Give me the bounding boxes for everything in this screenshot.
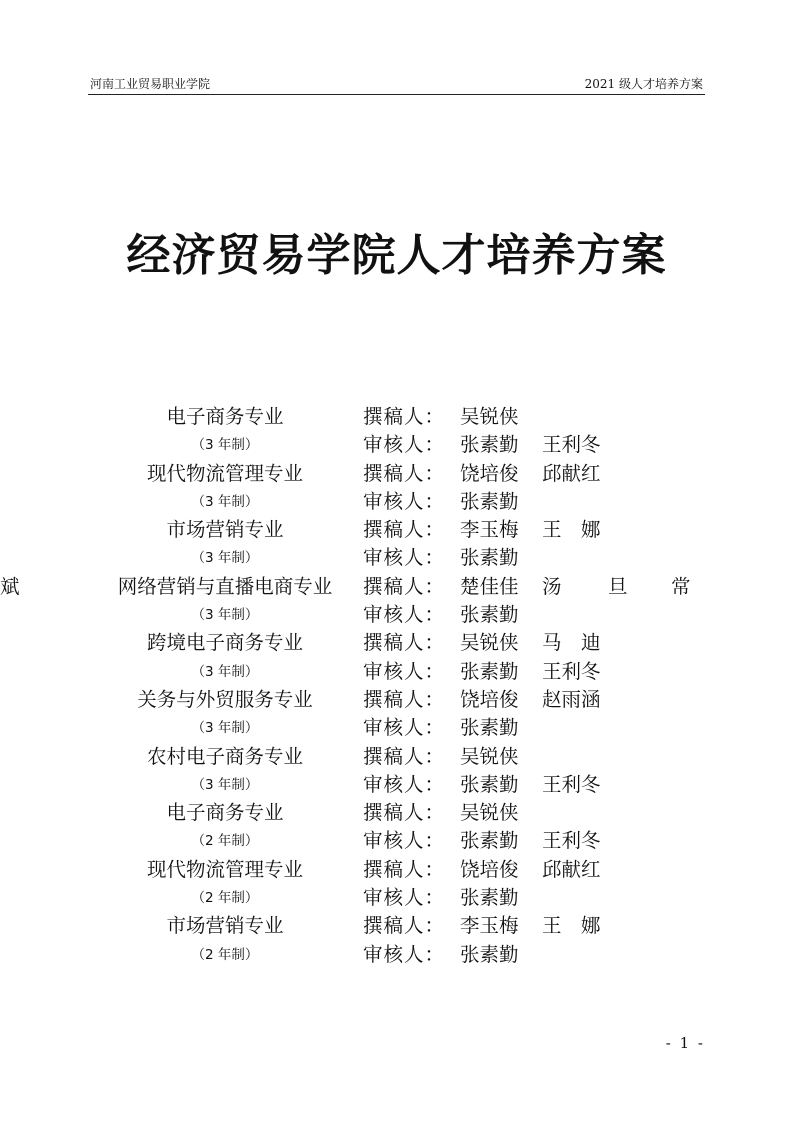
- role-label: 审核人：: [363, 659, 446, 683]
- program-duration: （2 年制）: [191, 946, 259, 963]
- credit-row: [0, 629, 793, 657]
- person-name: 张素勤: [460, 716, 519, 740]
- role-label: 撰稿人：: [363, 687, 446, 711]
- credit-row: [0, 658, 793, 686]
- credit-row: [0, 601, 793, 629]
- person-name: 吴锐侠: [460, 801, 519, 825]
- program-duration: （3 年制）: [191, 493, 259, 510]
- role-label: 审核人：: [363, 942, 446, 966]
- credit-row: [0, 714, 793, 742]
- major-name: 电子商务专业: [166, 405, 284, 428]
- person-name: 王利冬: [542, 829, 601, 853]
- credit-row: [0, 516, 793, 544]
- major-name: 网络营销与直播电商专业: [117, 574, 333, 598]
- document-title: 经济贸易学院人才培养方案: [126, 230, 667, 281]
- credit-row: [0, 686, 793, 714]
- person-name: 李玉梅: [460, 518, 519, 542]
- person-name: 张素勤: [460, 433, 519, 457]
- major-name: 电子商务专业: [166, 801, 284, 825]
- credit-row: [0, 544, 793, 572]
- role-label: 审核人：: [363, 433, 446, 457]
- program-duration: （2 年制）: [191, 833, 259, 850]
- credit-row: [0, 827, 793, 855]
- credits-list: [0, 403, 793, 969]
- person-name: 饶培俊: [460, 461, 519, 485]
- program-duration: （3 年制）: [191, 720, 259, 737]
- person-name: 汤: [542, 574, 562, 598]
- credit-row: [0, 573, 793, 601]
- program-duration: （3 年制）: [191, 607, 259, 624]
- person-name: 王利冬: [542, 659, 601, 683]
- role-label: 撰稿人：: [363, 857, 446, 881]
- credit-row: [0, 431, 793, 459]
- role-label: 审核人：: [363, 603, 446, 627]
- credit-row: [0, 799, 793, 827]
- role-label: 审核人：: [363, 829, 446, 853]
- credit-row: [0, 912, 793, 940]
- person-name: 张素勤: [460, 772, 519, 796]
- role-label: 审核人：: [363, 716, 446, 740]
- person-name: 旦: [608, 574, 628, 598]
- person-name: 王 娜: [542, 518, 601, 542]
- role-label: 撰稿人：: [363, 461, 446, 485]
- major-name: 市场营销专业: [166, 518, 284, 542]
- role-label: 撰稿人：: [363, 405, 446, 428]
- role-label: 审核人：: [363, 489, 446, 513]
- major-name: 现代物流管理专业: [146, 461, 303, 485]
- credit-row: [0, 941, 793, 969]
- role-label: 撰稿人：: [363, 744, 446, 768]
- credit-row: [0, 460, 793, 488]
- header-document-name: 2021 级人才培养方案: [584, 77, 703, 91]
- person-name: 斌: [0, 574, 20, 598]
- major-name: 市场营销专业: [166, 914, 284, 938]
- credit-row: [0, 771, 793, 799]
- program-duration: （3 年制）: [191, 550, 259, 567]
- role-label: 撰稿人：: [363, 574, 446, 598]
- role-label: 撰稿人：: [363, 631, 446, 655]
- person-name: 吴锐侠: [460, 405, 519, 428]
- person-name: 王利冬: [542, 433, 601, 457]
- person-name: 马 迪: [542, 631, 601, 655]
- major-name: 农村电子商务专业: [146, 744, 303, 768]
- role-label: 撰稿人：: [363, 518, 446, 542]
- person-name: 张素勤: [460, 942, 519, 966]
- role-label: 审核人：: [363, 546, 446, 570]
- credit-row: [0, 884, 793, 912]
- person-name: 王利冬: [542, 772, 601, 796]
- person-name: 邱献红: [542, 461, 601, 485]
- page-header: [88, 74, 705, 95]
- page-number: - 1 -: [665, 1034, 705, 1052]
- credit-row: [0, 488, 793, 516]
- role-label: 审核人：: [363, 886, 446, 910]
- program-duration: （2 年制）: [191, 890, 259, 907]
- program-duration: （3 年制）: [191, 437, 259, 454]
- major-name: 现代物流管理专业: [146, 857, 303, 881]
- person-name: 张素勤: [460, 829, 519, 853]
- person-name: 吴锐侠: [460, 744, 519, 768]
- credit-row: [0, 743, 793, 771]
- person-name: 张素勤: [460, 603, 519, 627]
- person-name: 张素勤: [460, 489, 519, 513]
- person-name: 张素勤: [460, 659, 519, 683]
- credit-row: [0, 403, 793, 431]
- person-name: 常: [671, 574, 691, 598]
- header-school-name: 河南工业贸易职业学院: [90, 77, 211, 91]
- person-name: 张素勤: [460, 546, 519, 570]
- person-name: 邱献红: [542, 857, 601, 881]
- person-name: 饶培俊: [460, 857, 519, 881]
- person-name: 楚佳佳: [460, 574, 519, 598]
- program-duration: （3 年制）: [191, 776, 259, 793]
- role-label: 撰稿人：: [363, 914, 446, 938]
- person-name: 李玉梅: [460, 914, 519, 938]
- person-name: 吴锐侠: [460, 631, 519, 655]
- role-label: 撰稿人：: [363, 801, 446, 825]
- person-name: 张素勤: [460, 886, 519, 910]
- major-name: 跨境电子商务专业: [146, 631, 303, 655]
- credit-row: [0, 856, 793, 884]
- person-name: 赵雨涵: [542, 687, 601, 711]
- role-label: 审核人：: [363, 772, 446, 796]
- major-name: 关务与外贸服务专业: [137, 687, 313, 711]
- person-name: 饶培俊: [460, 687, 519, 711]
- person-name: 王 娜: [542, 914, 601, 938]
- program-duration: （3 年制）: [191, 663, 259, 680]
